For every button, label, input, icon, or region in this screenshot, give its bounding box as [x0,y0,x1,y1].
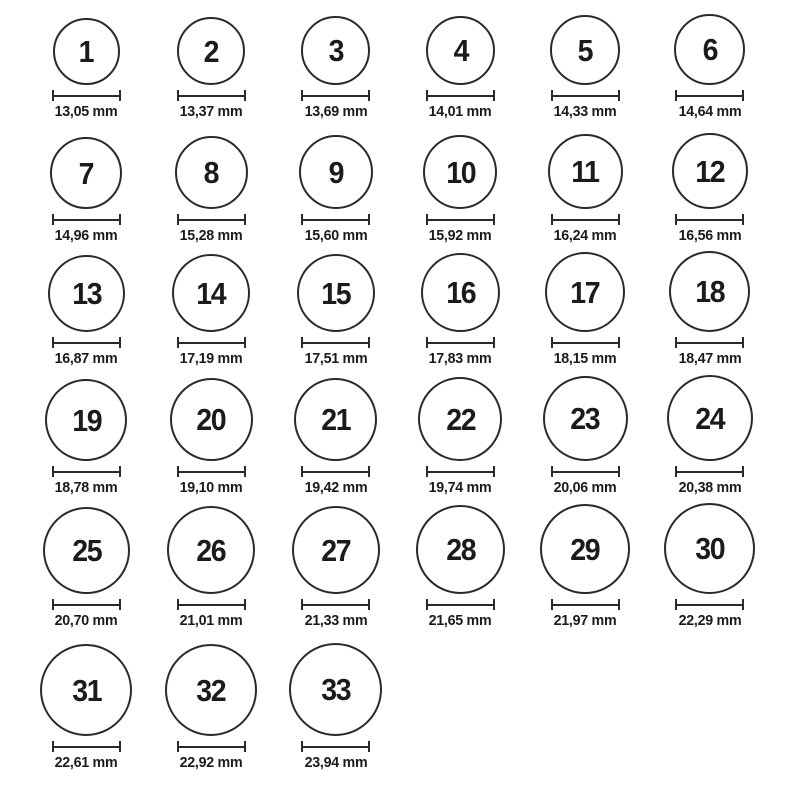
diameter-label: 13,37 mm [179,103,243,120]
ring-size-number: 11 [571,154,599,189]
diameter-measure-line [551,214,620,225]
diameter-label: 15,60 mm [304,227,368,244]
diameter-measure-line [52,599,121,610]
ring-size-cell [647,375,772,496]
diameter-measure-line [301,741,370,752]
ring-circle [545,252,625,332]
measure-tick-right [244,90,246,101]
measure-bar [54,471,119,473]
measure-tick-right [119,599,121,610]
measure-tick-right [618,214,620,225]
measure-bar [428,219,493,221]
measure-tick-right [368,337,370,348]
diameter-label: 19,74 mm [429,479,492,496]
ring-size-cell [149,378,274,496]
ring-circle [418,377,502,461]
ring-size-cell [273,16,398,120]
measure-bar [428,342,493,344]
ring-circle [292,506,380,594]
measure-tick-right [119,466,121,477]
diameter-label: 18,47 mm [678,350,742,367]
diameter-label: 17,19 mm [179,350,243,367]
measure-bar [179,746,244,748]
ring-size-cell [149,17,274,120]
measure-bar [179,471,244,473]
ring-size-cell [149,254,274,367]
measure-bar [677,471,742,473]
diameter-measure-line [301,466,370,477]
diameter-label: 14,01 mm [429,103,492,120]
ring-size-cell [149,644,274,771]
diameter-measure-line [177,741,246,752]
ring-size-cell [647,133,772,244]
ring-size-number: 2 [203,33,219,69]
measure-bar [179,219,244,221]
ring-circle [45,379,127,461]
ring-size-cell [149,506,274,629]
measure-bar [303,604,368,606]
ring-size-cell [647,251,772,367]
measure-bar [54,219,119,221]
measure-bar [677,219,742,221]
ring-size-number: 30 [695,531,725,566]
measure-tick-right [493,599,495,610]
measure-tick-right [742,599,744,610]
ring-size-number: 26 [196,532,226,568]
diameter-measure-line [551,337,620,348]
diameter-label: 21,65 mm [429,612,492,629]
ring-circle [667,375,753,461]
ring-size-number: 6 [702,32,718,67]
ring-size-cell [273,506,398,629]
ring-size-number: 13 [71,276,101,311]
ring-size-number: 19 [71,402,101,438]
ring-circle [423,135,497,209]
ring-circle [294,378,377,461]
chart-row [24,18,800,120]
measure-tick-right [119,337,121,348]
ring-circle [50,137,122,209]
ring-size-number: 22 [445,401,475,437]
diameter-label: 13,05 mm [54,103,118,120]
measure-tick-right [742,90,744,101]
measure-bar [54,604,119,606]
ring-size-number: 32 [196,672,226,708]
ring-size-number: 25 [71,533,101,568]
ring-size-cell [24,255,149,367]
measure-bar [54,746,119,748]
ring-size-number: 9 [328,154,343,190]
diameter-label: 22,61 mm [54,754,118,771]
ring-size-number: 31 [71,672,101,708]
chart-row [24,244,800,367]
diameter-label: 21,33 mm [304,612,368,629]
ring-circle [426,16,495,85]
measure-tick-right [244,214,246,225]
ring-size-number: 29 [570,531,600,567]
measure-bar [54,342,119,344]
measure-tick-right [119,90,121,101]
measure-bar [428,604,493,606]
ring-size-number: 20 [196,402,226,437]
measure-bar [179,95,244,97]
ring-circle [170,378,253,461]
diameter-label: 19,42 mm [304,479,368,496]
chart-row [24,367,800,496]
ring-circle [672,133,748,209]
diameter-label: 23,94 mm [304,754,368,771]
diameter-measure-line [177,90,246,101]
diameter-measure-line [301,337,370,348]
ring-circle [48,255,125,332]
ring-circle [543,376,628,461]
diameter-measure-line [675,337,744,348]
ring-size-number: 5 [577,32,593,68]
ring-size-cell [398,16,523,120]
ring-circle [301,16,370,85]
diameter-label: 22,29 mm [678,612,742,629]
ring-size-number: 17 [570,274,600,310]
diameter-measure-line [52,741,121,752]
ring-size-cell [24,644,149,771]
measure-bar [179,604,244,606]
ring-circle [175,136,248,209]
measure-bar [303,342,368,344]
ring-size-cell [523,15,648,120]
ring-size-number: 14 [196,275,226,311]
diameter-label: 13,69 mm [304,103,368,120]
ring-circle [297,254,375,332]
ring-size-cell [24,137,149,244]
diameter-measure-line [52,466,121,477]
measure-tick-right [368,214,370,225]
chart-row [24,496,800,629]
diameter-label: 16,87 mm [54,350,118,367]
diameter-label: 21,97 mm [553,612,617,629]
ring-size-cell [523,376,648,496]
diameter-measure-line [426,214,495,225]
ring-circle [674,14,745,85]
chart-row [24,120,800,244]
ring-circle [299,135,373,209]
measure-tick-right [368,90,370,101]
diameter-label: 20,06 mm [553,479,617,496]
ring-size-number: 8 [203,155,219,190]
ring-size-number: 12 [695,153,725,189]
measure-tick-right [244,741,246,752]
measure-tick-right [493,90,495,101]
diameter-label: 16,24 mm [553,227,617,244]
diameter-measure-line [675,466,744,477]
ring-size-cell [24,379,149,496]
measure-tick-right [618,599,620,610]
ring-size-cell [273,378,398,496]
diameter-measure-line [177,214,246,225]
measure-bar [54,95,119,97]
measure-bar [303,95,368,97]
diameter-measure-line [177,337,246,348]
diameter-label: 17,83 mm [429,350,492,367]
measure-bar [553,604,618,606]
measure-bar [428,95,493,97]
diameter-measure-line [426,337,495,348]
measure-bar [303,219,368,221]
ring-size-cell [523,252,648,367]
ring-size-number: 27 [321,532,351,568]
ring-size-number: 33 [321,672,351,707]
ring-circle [416,505,505,594]
ring-size-cell [398,135,523,244]
ring-size-number: 24 [695,400,725,436]
measure-bar [553,342,618,344]
ring-size-cell [523,504,648,629]
diameter-measure-line [52,90,121,101]
ring-size-cell [24,18,149,120]
ring-size-cell [398,505,523,629]
ring-size-number: 10 [445,154,475,190]
diameter-label: 18,78 mm [54,479,118,496]
diameter-measure-line [177,466,246,477]
diameter-label: 14,33 mm [553,103,617,120]
measure-bar [677,342,742,344]
measure-tick-right [244,599,246,610]
measure-tick-right [742,466,744,477]
ring-circle [421,253,500,332]
diameter-label: 17,51 mm [304,350,368,367]
ring-circle [550,15,620,85]
measure-tick-right [742,337,744,348]
ring-size-cell [398,253,523,367]
ring-size-cell [24,507,149,629]
diameter-label: 19,10 mm [179,479,243,496]
measure-tick-right [493,466,495,477]
diameter-label: 21,01 mm [179,612,243,629]
ring-size-cell [149,136,274,244]
diameter-label: 20,38 mm [678,479,742,496]
measure-tick-right [742,214,744,225]
measure-tick-right [119,214,121,225]
measure-bar [303,471,368,473]
ring-circle [289,643,382,736]
measure-tick-right [119,741,121,752]
ring-size-cell [647,503,772,629]
measure-bar [553,471,618,473]
diameter-measure-line [675,90,744,101]
diameter-measure-line [675,599,744,610]
ring-size-number: 23 [570,401,600,436]
measure-tick-right [618,337,620,348]
ring-circle [53,18,120,85]
measure-bar [553,95,618,97]
ring-circle [664,503,755,594]
measure-bar [677,95,742,97]
diameter-measure-line [426,599,495,610]
ring-size-number: 18 [695,274,725,309]
ring-circle [165,644,257,736]
measure-tick-right [244,337,246,348]
diameter-label: 22,92 mm [179,754,243,771]
diameter-measure-line [551,90,620,101]
ring-circle [40,644,132,736]
ring-size-cell [523,134,648,244]
ring-circle [540,504,630,594]
diameter-label: 20,70 mm [54,612,118,629]
measure-bar [179,342,244,344]
diameter-measure-line [177,599,246,610]
diameter-measure-line [551,599,620,610]
diameter-label: 15,28 mm [179,227,243,244]
diameter-measure-line [426,466,495,477]
diameter-label: 16,56 mm [678,227,742,244]
diameter-label: 15,92 mm [429,227,492,244]
measure-tick-right [493,337,495,348]
diameter-measure-line [52,337,121,348]
diameter-measure-line [675,214,744,225]
diameter-label: 14,96 mm [54,227,118,244]
diameter-measure-line [301,214,370,225]
diameter-measure-line [301,599,370,610]
ring-size-cell [273,254,398,367]
ring-size-cell [273,643,398,771]
ring-size-number: 3 [328,33,343,68]
ring-size-number: 15 [321,275,351,311]
measure-tick-right [244,466,246,477]
diameter-measure-line [52,214,121,225]
measure-tick-right [493,214,495,225]
ring-size-cell [273,135,398,244]
diameter-measure-line [301,90,370,101]
ring-size-number: 21 [321,402,351,437]
ring-size-number: 1 [79,34,94,69]
ring-size-cell [647,14,772,120]
diameter-measure-line [426,90,495,101]
ring-size-number: 7 [79,155,94,191]
measure-bar [303,746,368,748]
ring-size-number: 28 [445,532,475,567]
diameter-label: 14,64 mm [678,103,742,120]
ring-circle [43,507,130,594]
ring-circle [548,134,623,209]
diameter-measure-line [551,466,620,477]
measure-tick-right [368,466,370,477]
measure-tick-right [368,599,370,610]
measure-bar [428,471,493,473]
ring-size-number: 4 [453,33,468,68]
measure-tick-right [618,466,620,477]
ring-circle [669,251,750,332]
ring-size-number: 16 [445,275,475,310]
measure-bar [553,219,618,221]
chart-row [24,629,800,771]
measure-tick-right [368,741,370,752]
ring-circle [177,17,245,85]
measure-tick-right [618,90,620,101]
ring-circle [167,506,255,594]
measure-bar [677,604,742,606]
diameter-label: 18,15 mm [553,350,617,367]
ring-circle [172,254,250,332]
ring-size-cell [398,377,523,496]
